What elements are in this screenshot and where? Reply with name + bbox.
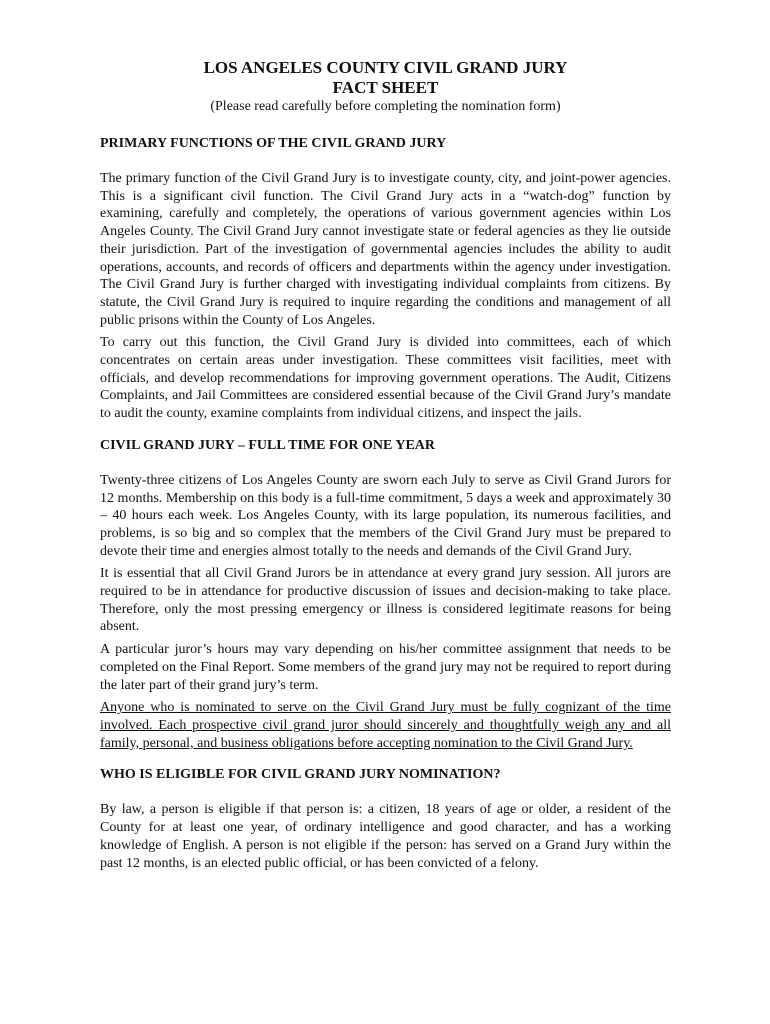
- paragraph: The primary function of the Civil Grand Jury is to investigate county, city, and joint-power agencies. This is a significant civil function. The Civil Grand Jury acts in a “watch-dog” function by examining, carefully and completely, the operations of various government agencies within Los Angeles County. The Civil Grand Jury cannot investigate state or federal agencies as they lie outside their jurisdiction. Part of the investigation of governmental agencies includes the ability to audit operations, accounts, and records of officers and departments within the agency under investigation. The Civil Grand Jury is further charged with investigating individual complaints from citizens. By statute, the Civil Grand Jury is required to inquire regarding the conditions and management of all public prisons within the County of Los Angeles.: [100, 171, 671, 328]
- instruction-note: (Please read carefully before completing the nomination form): [210, 99, 561, 114]
- section-heading: WHO IS ELIGIBLE FOR CIVIL GRAND JURY NOMINATION?: [100, 767, 501, 783]
- paragraph: Twenty-three citizens of Los Angeles County are sworn each July to serve as Civil Grand Jurors for 12 months. Membership on this body is a full-time commitment, 5 days a week and approximately 30 – 40 hours each week. Los Angeles County, with its large population, its numerous facilities, and problems, is so big and so complex that the members of the Civil Grand Jury must be prepared to devote their time and energies almost totally to the needs and demands of the Civil Grand Jury.: [100, 472, 671, 559]
- document-title: LOS ANGELES COUNTY CIVIL GRAND JURY: [203, 58, 568, 77]
- fact-sheet-page: [100, 58, 671, 877]
- section-full-time: [100, 437, 671, 753]
- paragraph: By law, a person is eligible if that person is: a citizen, 18 years of age or older, a resident of the County for at least one year, of ordinary intelligence and good character, and has a working knowledge of English. A person is not eligible if the person: has served on a Grand Jury within the past 12 months, is an elected public official, or has been convicted of a felony.: [100, 802, 671, 871]
- section-heading: PRIMARY FUNCTIONS OF THE CIVIL GRAND JURY: [100, 136, 447, 151]
- paragraph: It is essential that all Civil Grand Jurors be in attendance at every grand jury session. All jurors are required to be in attendance for productive discussion of issues and decision-making to take place. Therefore, only the most pressing emergency or illness is considered legitimate reasons for being absent.: [100, 566, 671, 635]
- paragraph: A particular juror’s hours may vary depending on his/her committee assignment that needs to be completed on the Final Report. Some members of the grand jury may not be required to report during the later part of their grand jury’s term.: [100, 642, 671, 693]
- underlined-notice: Anyone who is nominated to serve on the Civil Grand Jury must be fully cognizant of the time involved. Each prospective civil grand juror should sincerely and thoughtfully weigh any and all family, personal, and business obligations before accepting nomination to the Civil Grand Jury.: [100, 700, 671, 751]
- section-heading: CIVIL GRAND JURY – FULL TIME FOR ONE YEAR: [100, 437, 436, 453]
- section-primary-functions: [100, 135, 671, 423]
- document-subtitle-heading: FACT SHEET: [332, 78, 439, 97]
- paragraph: To carry out this function, the Civil Grand Jury is divided into committees, each of which concentrates on certain areas under investigation. These committees visit facilities, meet with officials, and develop recommendations for improving government operations. The Audit, Citizens Complaints, and Jail Committees are considered essential because of the Civil Grand Jury’s mandate to audit the county, examine complaints from individual citizens, and inspect the jails.: [100, 335, 671, 422]
- section-eligibility: [100, 766, 671, 872]
